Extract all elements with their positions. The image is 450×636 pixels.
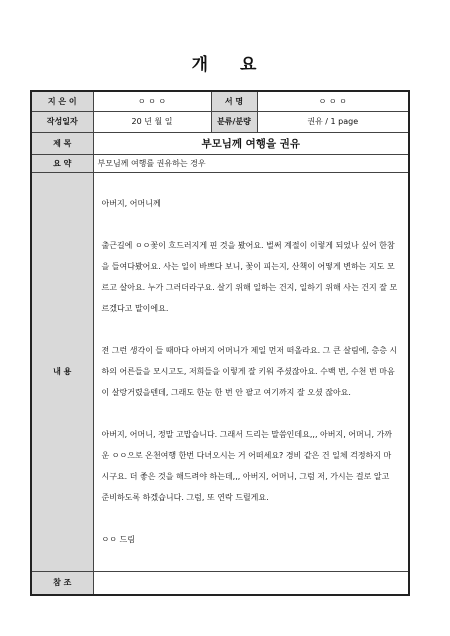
row-content [31,172,409,571]
signature-value: ㅇ ㅇ ㅇ [257,91,409,111]
summary-label: 요 약 [31,154,93,172]
date-value: 20 년 월 일 [93,111,211,132]
row-reference [31,571,409,595]
row-summary [31,154,409,172]
content-label: 내 용 [31,172,93,571]
category-label: 분류/분량 [211,111,257,132]
content-body [93,172,409,571]
paragraph-3: 아버지, 어머니, 정말 고맙습니다. 그래서 드리는 말씀인데요,,, 아버지, 어머니, 가까운 ㅇㅇ으로 온천여행 한번 다녀오시는 거 어떠세요? 경비 같은 건 일체 걱정하지 마시구요. 더 좋은 것을 해드려야 하는데,,, 아버지, 어머니, 그럼 저, 가시는 걸로 알고 준비하도록 하겠습니다. 그럼, 또 연락 드릴게요. [101,429,393,502]
form-table [30,90,410,596]
row-subject [31,132,409,154]
date-label: 작성일자 [31,111,93,132]
sender-value: ㅇ ㅇ ㅇ [93,91,211,111]
row-date [31,111,409,132]
paragraph-2: 전 그런 생각이 들 때마다 아버지 어머니가 제일 먼저 떠올라요. 그 큰 살림에, 층층 시하의 어른들을 모시고도, 저희들을 이렇게 잘 키워 주셨잖아요. 수백 번, 수천 번 마음이 살랑거렸을텐데, 그래도 한눈 한 번 안 팔고 여기까지 잘 오셨 잖아요. [101,345,398,397]
signature-label: 서 명 [211,91,257,111]
greeting-text: 아버지, 어머니께 [101,198,161,208]
row-sender [31,91,409,111]
subject-value: 부모님께 여행을 권유 [93,132,409,154]
paragraph-1: 출근길에 ㅇㅇ꽃이 흐드러지게 핀 것을 봤어요. 벌써 계절이 이렇게 되었나 싶어 한참을 들여다봤어요. 사는 일이 바쁘다 보니, 꽃이 피는지, 산책이 어떻게 변하는 지도 모르고 살아요. 누가 그러더라구요. 살기 위해 일하는 건지, 일하기 위해 사는 건지 잘 모르겠다고 말이에요. [101,240,398,313]
signoff-text: ㅇㅇ 드림 [101,534,135,544]
reference-value [93,571,409,595]
category-value: 권유 / 1 page [257,111,409,132]
subject-label: 제 목 [31,132,93,154]
summary-value: 부모님께 여행를 권유하는 경우 [93,154,409,172]
sender-label: 지 은 이 [31,91,93,111]
document-title: 개 요 [191,55,259,75]
reference-label: 참 조 [31,571,93,595]
